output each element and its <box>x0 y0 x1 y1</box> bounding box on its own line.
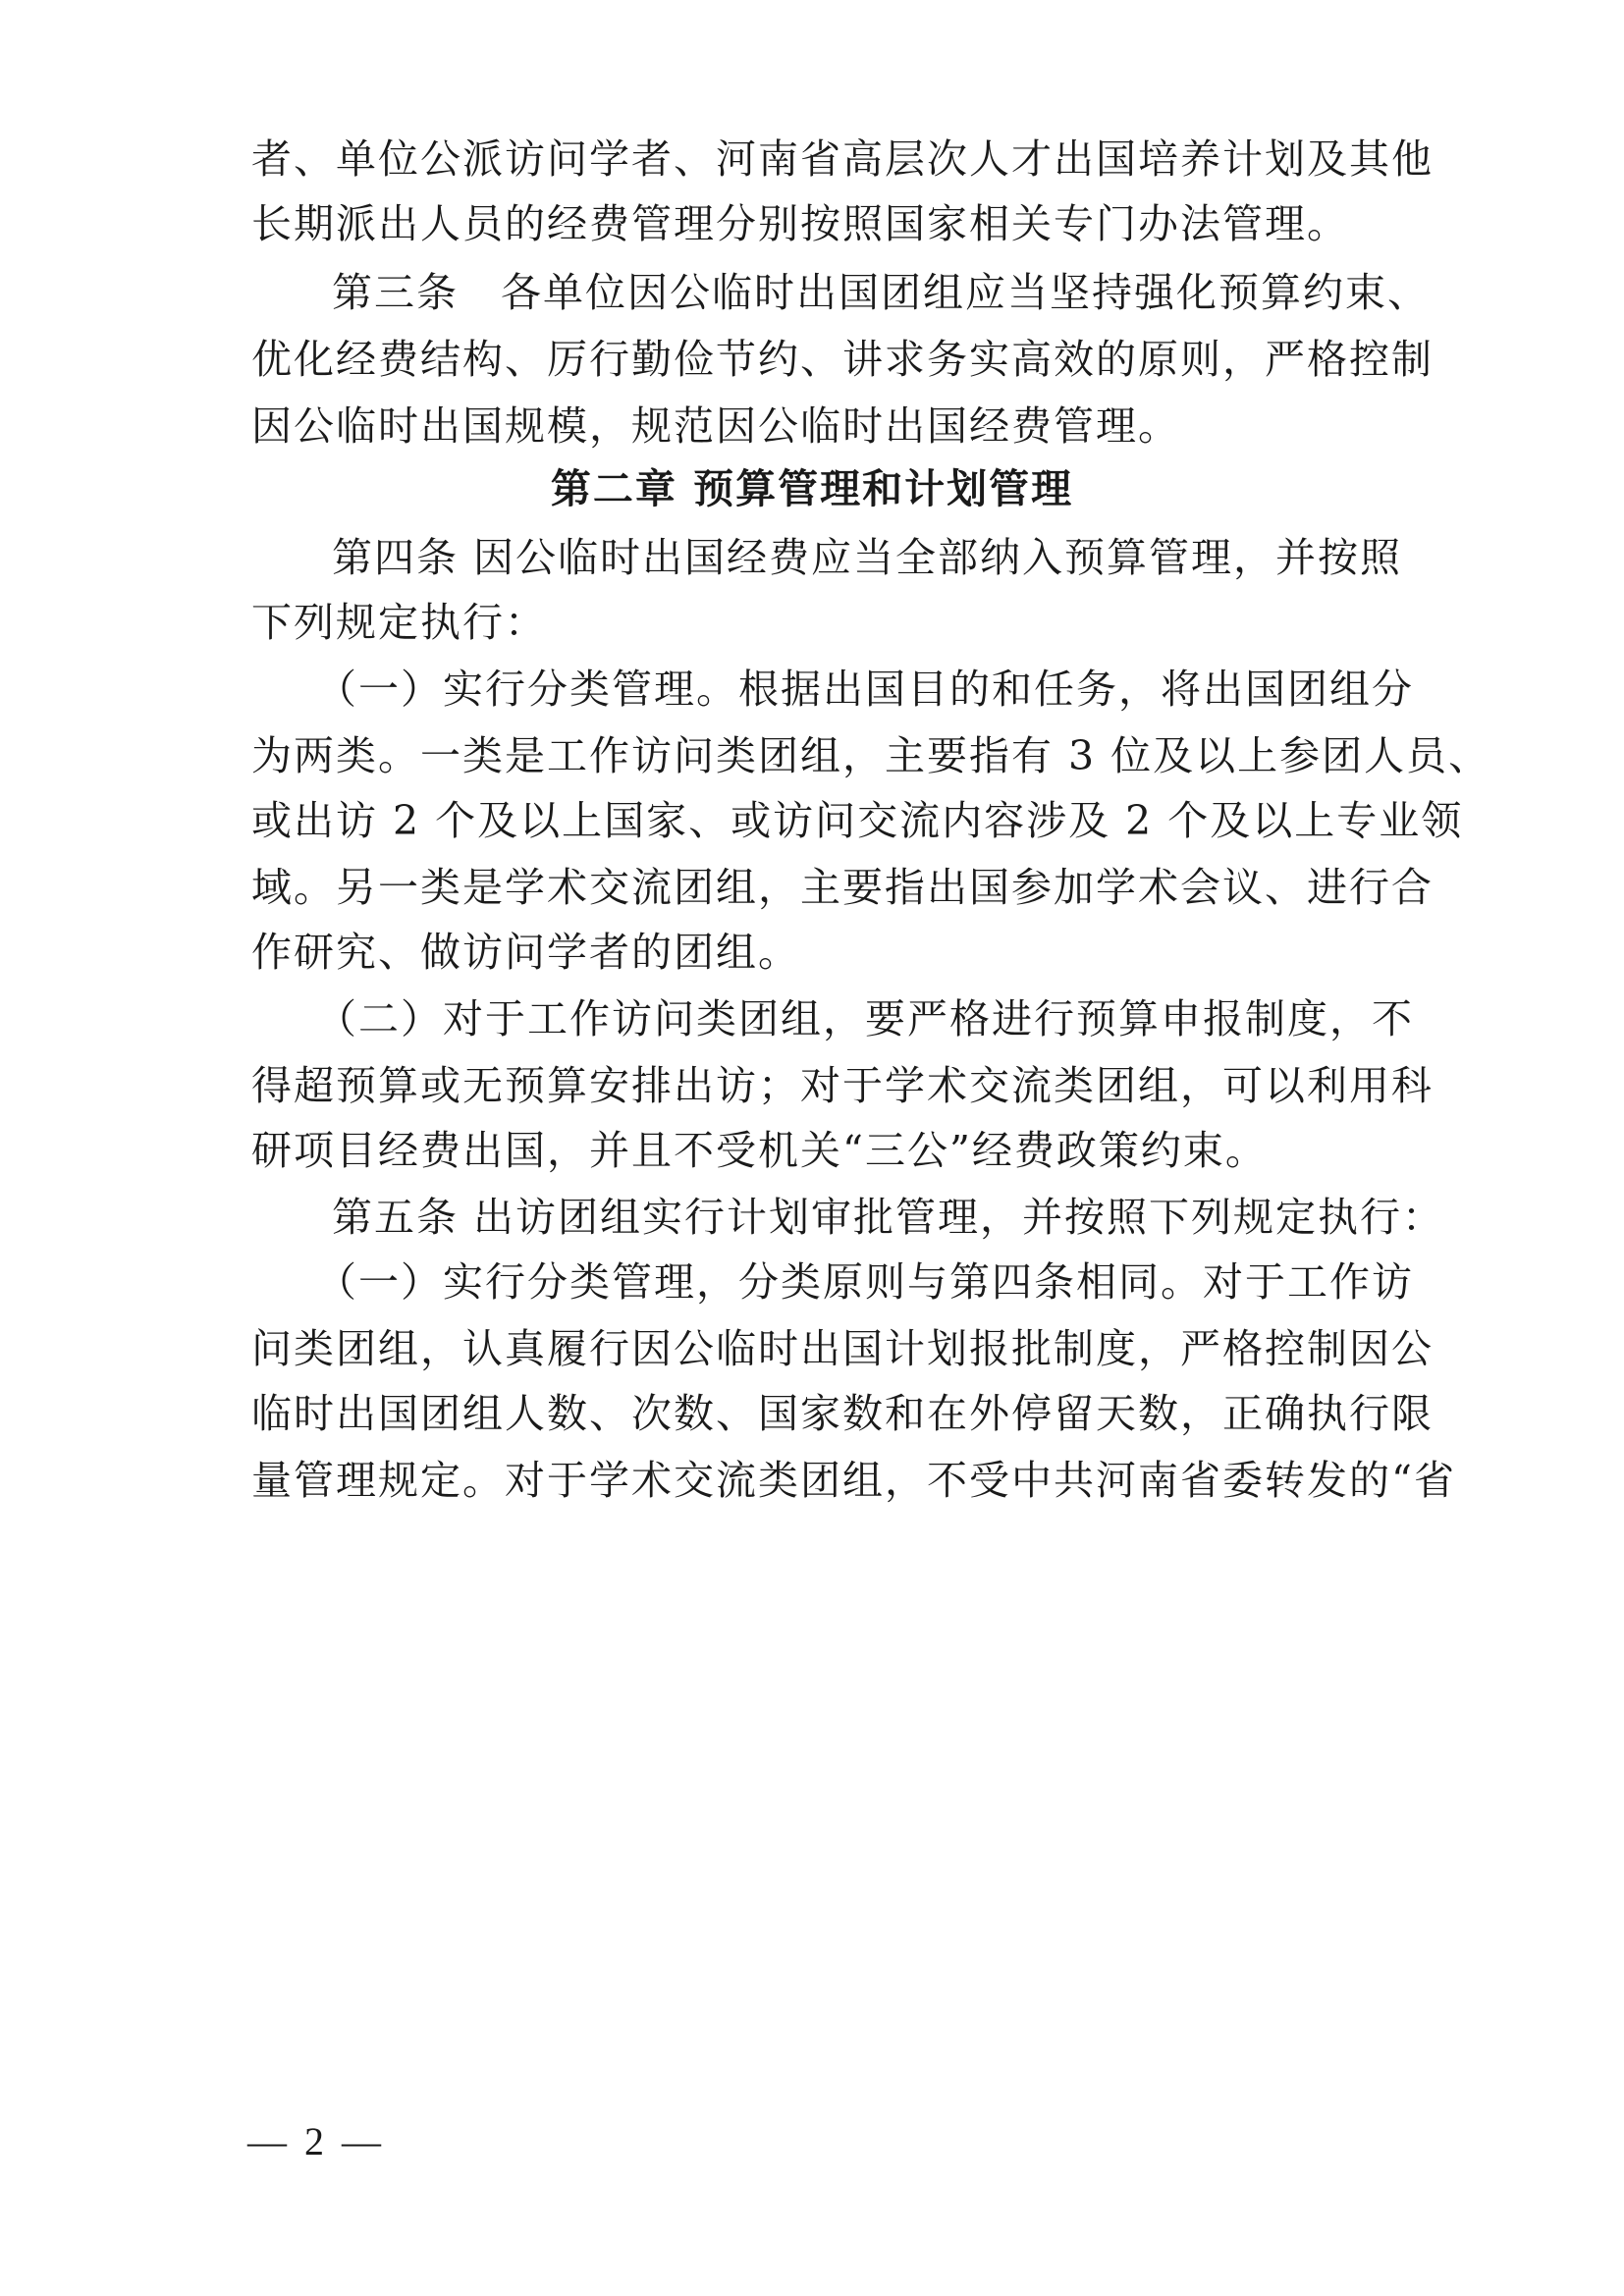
body-line: 得超预算或无预算安排出访；对于学术交流类团组，可以利用科 <box>251 1062 1434 1109</box>
article-3-line: 第三条 各单位因公临时出国团组应当坚持强化预算约束、 <box>332 269 1430 316</box>
body-line: 问类团组，认真履行因公临时出国计划报批制度，严格控制因公 <box>251 1325 1434 1372</box>
body-line: 下列规定执行： <box>251 599 547 646</box>
clause-line: （一）实行分类管理，分类原则与第四条相同。对于工作访 <box>316 1258 1414 1306</box>
body-line: 量管理规定。对于学术交流类团组，不受中共河南省委转发的“省 <box>251 1457 1456 1504</box>
article-5-line: 第五条 出访团组实行计划审批管理，并按照下列规定执行： <box>332 1194 1445 1241</box>
chapter-title: 第二章 预算管理和计划管理 <box>550 465 1074 512</box>
body-line: 因公临时出国规模，规范因公临时出国经费管理。 <box>251 402 1180 450</box>
clause-line: （一）实行分类管理。根据出国目的和任务，将出国团组分 <box>316 666 1414 713</box>
body-line: 作研究、做访问学者的团组。 <box>251 929 800 976</box>
body-line: 长期派出人员的经费管理分别按照国家相关专门办法管理。 <box>251 200 1349 247</box>
page-number: — 2 — <box>247 2119 385 2163</box>
body-line: 优化经费结构、厉行勤俭节约、讲求务实高效的原则，严格控制 <box>251 336 1434 383</box>
article-4-line: 第四条 因公临时出国经费应当全部纳入预算管理，并按照 <box>332 534 1403 581</box>
body-line: 域。另一类是学术交流团组，主要指出国参加学术会议、进行合 <box>251 864 1434 911</box>
body-line: 或出访 2 个及以上国家、或访问交流内容涉及 2 个及以上专业领 <box>251 797 1464 844</box>
clause-line: （二）对于工作访问类团组，要严格进行预算申报制度，不 <box>316 995 1414 1042</box>
body-line: 者、单位公派访问学者、河南省高层次人才出国培养计划及其他 <box>251 135 1434 183</box>
body-line: 研项目经费出国，并且不受机关“三公”经费政策约束。 <box>251 1127 1268 1174</box>
body-line: 为两类。一类是工作访问类团组，主要指有 3 位及以上参团人员、 <box>251 732 1491 779</box>
body-line: 临时出国团组人数、次数、国家数和在外停留天数，正确执行限 <box>251 1390 1434 1437</box>
